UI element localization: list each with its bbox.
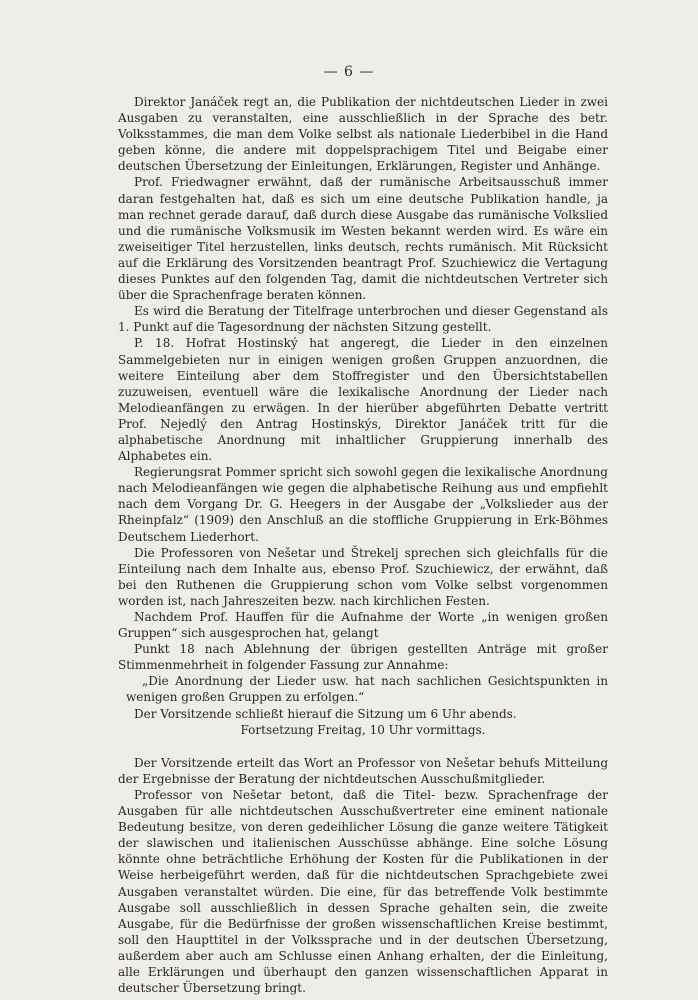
paragraph: Nachdem Prof. Hauffen für die Aufnahme der Worte „in wenigen großen Gruppen“ sich ausgesprochen hat, gelangt	[118, 610, 608, 641]
body-text	[118, 94, 608, 996]
paragraph: Prof. Friedwagner erwähnt, daß der rumänische Arbeitsausschuß immer daran festgehalten hat, daß es sich um eine deutsche Publikation handle, ja man rechnet gerade darauf, daß durch diese Ausgabe das rumänische Volkslied und die rumänische Volksmusik im Westen bekannt werden wird. Es wäre ein zweiseitiger Titel herzustellen, links deutsch, rechts rumänisch. Mit Rücksicht auf die Erklärung des Vorsitzenden beantragt Prof. Szuchiewicz die Vertagung dieses Punktes auf den folgenden Tag, damit die nichtdeutschen Vertreter sich über die Sprachenfrage beraten können.	[118, 175, 608, 303]
paragraph: Der Vorsitzende erteilt das Wort an Professor von Nešetar behufs Mitteilung der Ergebnisse der Beratung der nichtdeutschen Ausschußmitglieder.	[118, 755, 608, 786]
paragraph: Es wird die Beratung der Titelfrage unterbrochen und dieser Gegenstand als 1. Punkt auf die Tagesordnung der nächsten Sitzung gestellt.	[118, 304, 608, 335]
paragraph: Direktor Janáček regt an, die Publikation der nichtdeutschen Lieder in zwei Ausgaben zu veranstalten, eine ausschließlich in der Sprache des betr. Volksstammes, die man dem Volke selbst als nationale Liederbibel in die Hand geben könne, die andere mit doppelsprachigem Titel und Beigabe einer deutschen Übersetzung der Einleitungen, Erklärungen, Register und Anhänge.	[118, 95, 608, 174]
continuation-heading: Fortsetzung Freitag, 10 Uhr vormittags.	[240, 722, 486, 737]
paragraph: P. 18. Hofrat Hostinský hat angeregt, die Lieder in den einzelnen Sammelgebieten nur in einigen wenigen großen Gruppen anzuordnen, die weitere Einteilung aber dem Stoffregister und den Übersichtstabellen zuzuweisen, eventuell wäre die lexikalische Anordnung der Lieder nach Melodieanfängen zu erwägen. In der hierüber abgeführten Debatte vertritt Prof. Nejedlý den Antrag Hostinskýs, Direktor Janáček tritt für die alphabetische Anordnung mit inhaltlicher Gruppierung innerhalb des Alphabetes ein.	[118, 336, 608, 464]
paragraph: Die Professoren von Nešetar und Štrekelj sprechen sich gleichfalls für die Einteilung nach dem Inhalte aus, ebenso Prof. Szuchiewicz, der erwähnt, daß bei den Ruthenen die Gruppierung schon vom Volke selbst vorgenommen worden ist, nach Jahreszeiten bezw. nach kirchlichen Festen.	[118, 545, 608, 608]
resolution-quote: „Die Anordnung der Lieder usw. hat nach sachlichen Gesichtspunkten in wenigen großen Gruppen zu erfolgen.“	[126, 674, 608, 705]
paragraph: Punkt 18 nach Ablehnung der übrigen gestellten Anträge mit großer Stimmenmehrheit in folgender Fassung zur Annahme:	[118, 642, 608, 673]
page-number: — 6 —	[323, 64, 375, 80]
section-gap	[118, 738, 608, 755]
closing-line: Der Vorsitzende schließt hierauf die Sitzung um 6 Uhr abends.	[134, 706, 517, 721]
paragraph: Professor von Nešetar betont, daß die Titel- bezw. Sprachenfrage der Ausgaben für alle nichtdeutschen Ausschußvertreter eine eminent nationale Bedeutung besitze, von deren gedeihlicher Lösung die ganze weitere Tätigkeit der slawischen und italienischen Ausschüsse abhänge. Eine solche Lösung könnte ohne beträchtliche Erhöhung der Kosten für die Publikationen in der Weise herbeigeführt werden, daß für die nichtdeutschen Sprachgebiete zwei Ausgaben veranstaltet würden. Die eine, für das betreffende Volk bestimmte Ausgabe soll ausschließlich in dessen Sprache gehalten sein, die zweite Ausgabe, für die Bedürfnisse der großen wissenschaftlichen Kreise bestimmt, soll den Haupttitel in der Volkssprache und in der deutschen Übersetzung, außerdem aber auch am Schlusse einen Anhang erhalten, der die Einleitung, alle Erklärungen und überhaupt den ganzen wissenschaftlichen Apparat in deutscher Übersetzung bringt.	[118, 787, 608, 996]
paragraph: Regierungsrat Pommer spricht sich sowohl gegen die lexikalische Anordnung nach Melodieanfängen wie gegen die alphabetische Reihung aus und empfiehlt nach dem Vorgang Dr. G. Heegers in der Ausgabe der „Volkslieder aus der Rheinpfalz“ (1909) den Anschluß an die stoffliche Gruppierung in Erk-Böhmes Deutschem Liederhort.	[118, 465, 608, 544]
